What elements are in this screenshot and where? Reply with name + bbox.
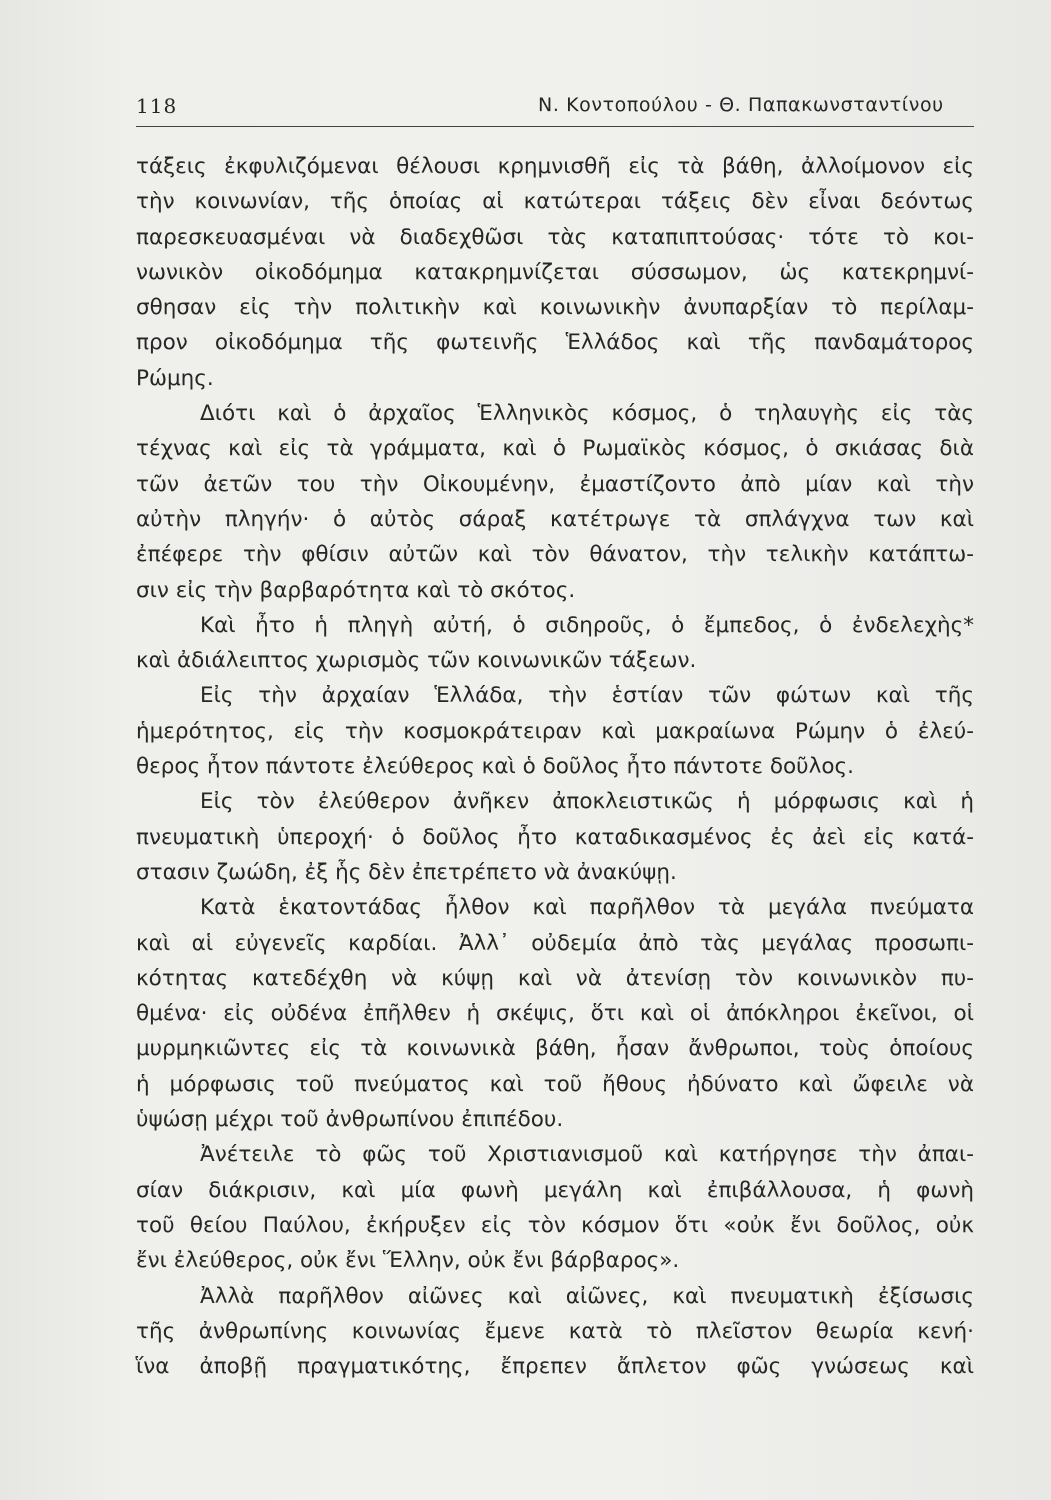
text-line: αὐτὴν πληγήν· ὁ αὐτὸς σάραξ κατέτρωγε τὰ σπλάγχνα των καὶ: [136, 506, 974, 532]
text-line: ὑψώσῃ μέχρι τοῦ ἀνθρωπίνου ἐπιπέδου.: [136, 1107, 564, 1133]
page-number: 118: [136, 94, 178, 118]
text-line: σθησαν εἰς τὴν πολιτικὴν καὶ κοινωνικὴν ἀνυπαρξίαν τὸ περίλαμ-: [136, 295, 974, 321]
text-line: θερος ἦτον πάντοτε ἐλεύθερος καὶ ὁ δοῦλος ἦτο πάντοτε δοῦλος.: [136, 754, 854, 780]
text-line: Διότι καὶ ὁ ἀρχαῖος Ἑλληνικὸς κόσμος, ὁ τηλαυγὴς εἰς τὰς: [200, 401, 974, 427]
text-line: τὴν κοινωνίαν, τῆς ὁποίας αἱ κατώτεραι τάξεις δὲν εἶναι δεόντως: [136, 189, 974, 215]
text-line: πνευματικὴ ὑπεροχή· ὁ δοῦλος ἦτο καταδικασμένος ἐς ἀεὶ εἰς κατά-: [136, 824, 974, 850]
text-line: ἡμερότητος, εἰς τὴν κοσμοκράτειραν καὶ μακραίωνα Ρώμην ὁ ἐλεύ-: [136, 718, 974, 744]
text-line: σίαν διάκρισιν, καὶ μία φωνὴ μεγάλη καὶ ἐπιβάλλουσα, ἡ φωνὴ: [136, 1177, 974, 1203]
text-line: Εἰς τὸν ἐλεύθερον ἀνῆκεν ἀποκλειστικῶς ἡ μόρφωσις καὶ ἡ: [200, 789, 974, 815]
text-line: ἐπέφερε τὴν φθίσιν αὐτῶν καὶ τὸν θάνατον, τὴν τελικὴν κατάπτω-: [136, 542, 974, 568]
text-line: μυρμηκιῶντες εἰς τὰ κοινωνικὰ βάθη, ἦσαν ἄνθρωποι, τοὺς ὁποίους: [136, 1036, 974, 1062]
text-line: Ἀνέτειλε τὸ φῶς τοῦ Χριστιανισμοῦ καὶ κατήργησε τὴν ἀπαι-: [200, 1142, 974, 1168]
text-line: καὶ αἱ εὐγενεῖς καρδίαι. Ἀλλ᾿ οὐδεμία ἀπὸ τὰς μεγάλας προσωπι-: [136, 930, 974, 956]
body-text: [136, 149, 974, 1384]
text-line: τάξεις ἐκφυλιζόμεναι θέλουσι κρημνισθῆ εἰς τὰ βάθη, ἀλλοίμονον εἰς: [136, 154, 974, 179]
text-line: παρεσκευασμέναι νὰ διαδεχθῶσι τὰς καταπιπτούσας· τότε τὸ κοι-: [136, 224, 974, 250]
text-line: Καὶ ἦτο ἡ πληγὴ αὐτή, ὁ σιδηροῦς, ὁ ἔμπεδος, ὁ ἐνδελεχὴς*: [200, 612, 974, 638]
text-line: καὶ ἀδιάλειπτος χωρισμὸς τῶν κοινωνικῶν τάξεων.: [136, 648, 697, 674]
header-rule: [136, 126, 974, 127]
text-line: Κατὰ ἑκατοντάδας ἦλθον καὶ παρῆλθον τὰ μεγάλα πνεύματα: [200, 895, 974, 921]
text-line: στασιν ζωώδη, ἐξ ἧς δὲν ἐπετρέπετο νὰ ἀνακύψῃ.: [136, 859, 677, 885]
text-line: τοῦ θείου Παύλου, ἐκήρυξεν εἰς τὸν κόσμον ὅτι «οὐκ ἔνι δοῦλος, οὐκ: [136, 1212, 974, 1238]
text-line: σιν εἰς τὴν βαρβαρότητα καὶ τὸ σκότος.: [136, 577, 576, 603]
text-line: ἔνι ἐλεύθερος, οὐκ ἔνι Ἕλλην, οὐκ ἔνι βάρβαρος».: [136, 1248, 680, 1274]
text-line: ἡ μόρφωσις τοῦ πνεύματος καὶ τοῦ ἤθους ἠδύνατο καὶ ὤφειλε νὰ: [136, 1071, 974, 1097]
text-line: κότητας κατεδέχθη νὰ κύψῃ καὶ νὰ ἀτενίσῃ τὸν κοινωνικὸν πυ-: [136, 965, 974, 991]
text-line: θμένα· εἰς οὐδένα ἐπῆλθεν ἡ σκέψις, ὅτι καὶ οἱ ἀπόκληροι ἐκεῖνοι, οἱ: [136, 1001, 974, 1027]
text-line: ἵνα ἀποβῇ πραγματικότης, ἔπρεπεν ἄπλετον φῶς γνώσεως καὶ: [136, 1354, 974, 1380]
text-line: προν οἰκοδόμημα τῆς φωτεινῆς Ἑλλάδος καὶ τῆς πανδαμάτορος: [136, 330, 974, 356]
text-line: Ἀλλὰ παρῆλθον αἰῶνες καὶ αἰῶνες, καὶ πνευματικὴ ἐξίσωσις: [200, 1283, 974, 1309]
page-header: [136, 94, 1036, 126]
text-line: τέχνας καὶ εἰς τὰ γράμματα, καὶ ὁ Ρωμαϊκὸς κόσμος, ὁ σκιάσας διὰ: [136, 436, 974, 462]
text-line: Εἰς τὴν ἀρχαίαν Ἑλλάδα, τὴν ἑστίαν τῶν φώτων καὶ τῆς: [200, 683, 974, 709]
running-head: Ν. Κοντοπούλου - Θ. Παπακωνσταντίνου: [538, 94, 944, 116]
text-line: τῆς ἀνθρωπίνης κοινωνίας ἔμενε κατὰ τὸ πλεῖστον θεωρία κενή·: [136, 1318, 974, 1344]
text-line: νωνικὸν οἰκοδόμημα κατακρημνίζεται σύσσωμον, ὡς κατεκρημνί-: [136, 259, 974, 285]
text-line: Ρώμης.: [136, 365, 214, 391]
text-line: τῶν ἀετῶν του τὴν Οἰκουμένην, ἐμαστίζοντο ἀπὸ μίαν καὶ τὴν: [136, 471, 974, 497]
